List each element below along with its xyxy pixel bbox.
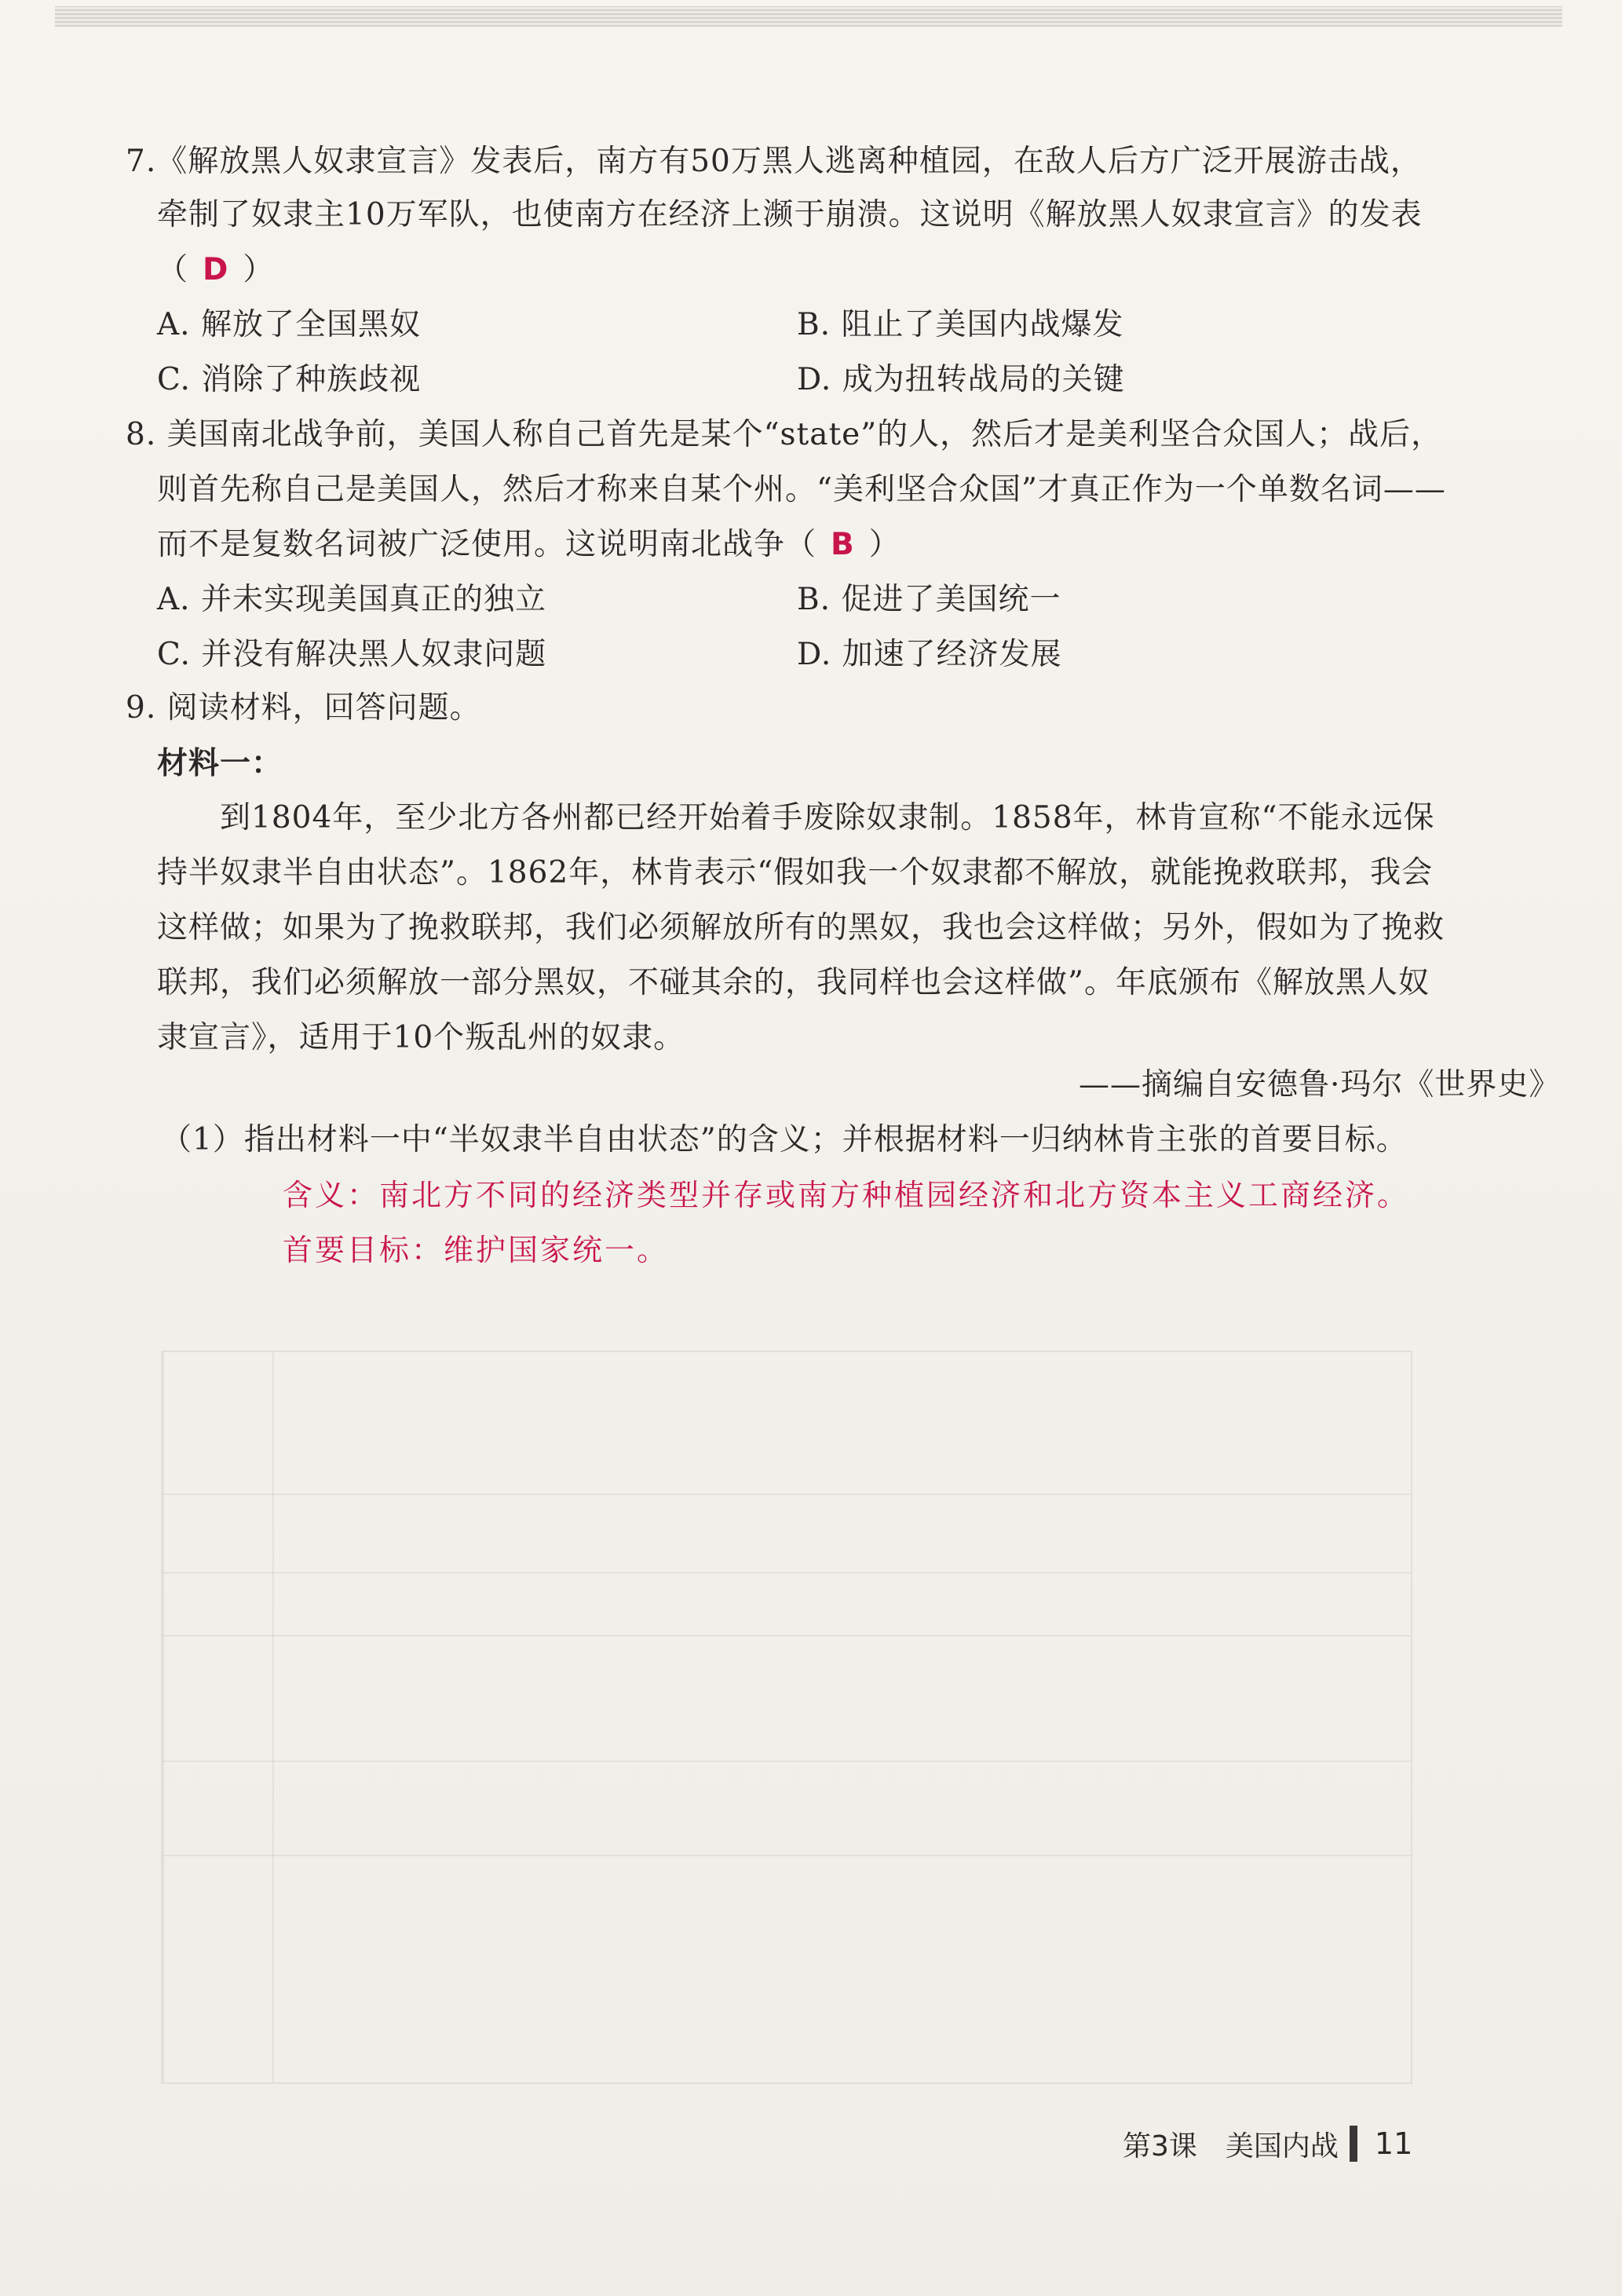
q7-paren-close: ） [243,252,275,287]
q7-paren-open: （ [157,252,189,287]
q9-prompt: 9. 阅读材料，回答问题。 [126,690,481,726]
lesson-label: 第3课 美国内战 [1123,2130,1339,2163]
q9-material-line-3: 这样做；如果为了挽救联邦，我们必须解放所有的黑奴，我也会这样做；另外，假如为了挽救 [157,910,1445,945]
q8-option-c: C. 并没有解决黑人奴隶问题 [157,637,547,672]
q7-option-a: A. 解放了全国黑奴 [157,307,421,342]
q8-line-1: 8. 美国南北战争前，美国人称自己首先是某个“state”的人，然后才是美利坚合众国人；战后， [126,417,1443,452]
q7-option-d: D. 成为扭转战局的关键 [797,362,1125,397]
q7-option-c: C. 消除了种族歧视 [157,362,422,397]
q8-option-a: A. 并未实现美国真正的独立 [157,582,546,617]
q8-option-b: B. 促进了美国统一 [797,582,1061,617]
q8-line-3-text: 而不是复数名词被广泛使用。这说明南北战争 [157,527,786,562]
bleed-through-table [161,1351,1412,2084]
q8-line-2: 则首先称自己是美国人，然后才称来自某个州。“美利坚合众国”才真正作为一个单数名词—— [157,472,1446,507]
page-footer [1123,2120,1412,2167]
q7-answer-row [157,250,274,291]
q8-option-d: D. 加速了经济发展 [797,637,1062,672]
q9-material-label: 材料一： [157,745,283,781]
q9-material-line-2: 持半奴隶半自由状态”。1862年，林肯表示“假如我一个奴隶都不解放，就能挽救联邦，我会 [157,855,1434,890]
q8-paren-close: ） [868,527,901,562]
q9-material-line-5: 隶宣言》，适用于10个叛乱州的奴隶。 [157,1020,685,1055]
q9-answer-meaning: 含义：南北方不同的经济类型并存或南方种植园经济和北方资本主义工商经济。 [283,1178,1410,1212]
q9-material-line-1: 到1804年，至少北方各州都已经开始着手废除奴隶制。1858年，林肯宣称“不能永远保 [220,800,1435,835]
page-number: 11 [1374,2126,1413,2161]
q8-answer: B [831,527,855,562]
q8-line-3 [157,525,901,565]
q7-line-2: 牵制了奴隶主10万军队，也使南方在经济上濒于崩溃。这说明《解放黑人奴隶宣言》的发表 [157,197,1423,232]
q9-source: ——摘编自安德鲁·玛尔《世界史》 [1079,1067,1561,1102]
q7-option-b: B. 阻止了美国内战爆发 [797,307,1124,342]
q8-paren-open: （ [785,527,817,562]
page-top-edge [55,6,1562,27]
q9-material-line-4: 联邦，我们必须解放一部分黑奴，不碰其余的，我同样也会这样做”。年底颁布《解放黑人奴 [157,965,1430,1000]
q9-subquestion-1: （1）指出材料一中“半奴隶半自由状态”的含义；并根据材料一归纳林肯主张的首要目标。 [161,1122,1408,1157]
q9-answer-goal: 首要目标：维护国家统一。 [283,1233,670,1267]
q7-line-1: 7.《解放黑人奴隶宣言》发表后，南方有50万黑人逃离种植园，在敌人后方广泛开展游击战， [126,144,1422,179]
q7-answer: D [203,252,229,287]
footer-divider [1350,2126,1357,2162]
